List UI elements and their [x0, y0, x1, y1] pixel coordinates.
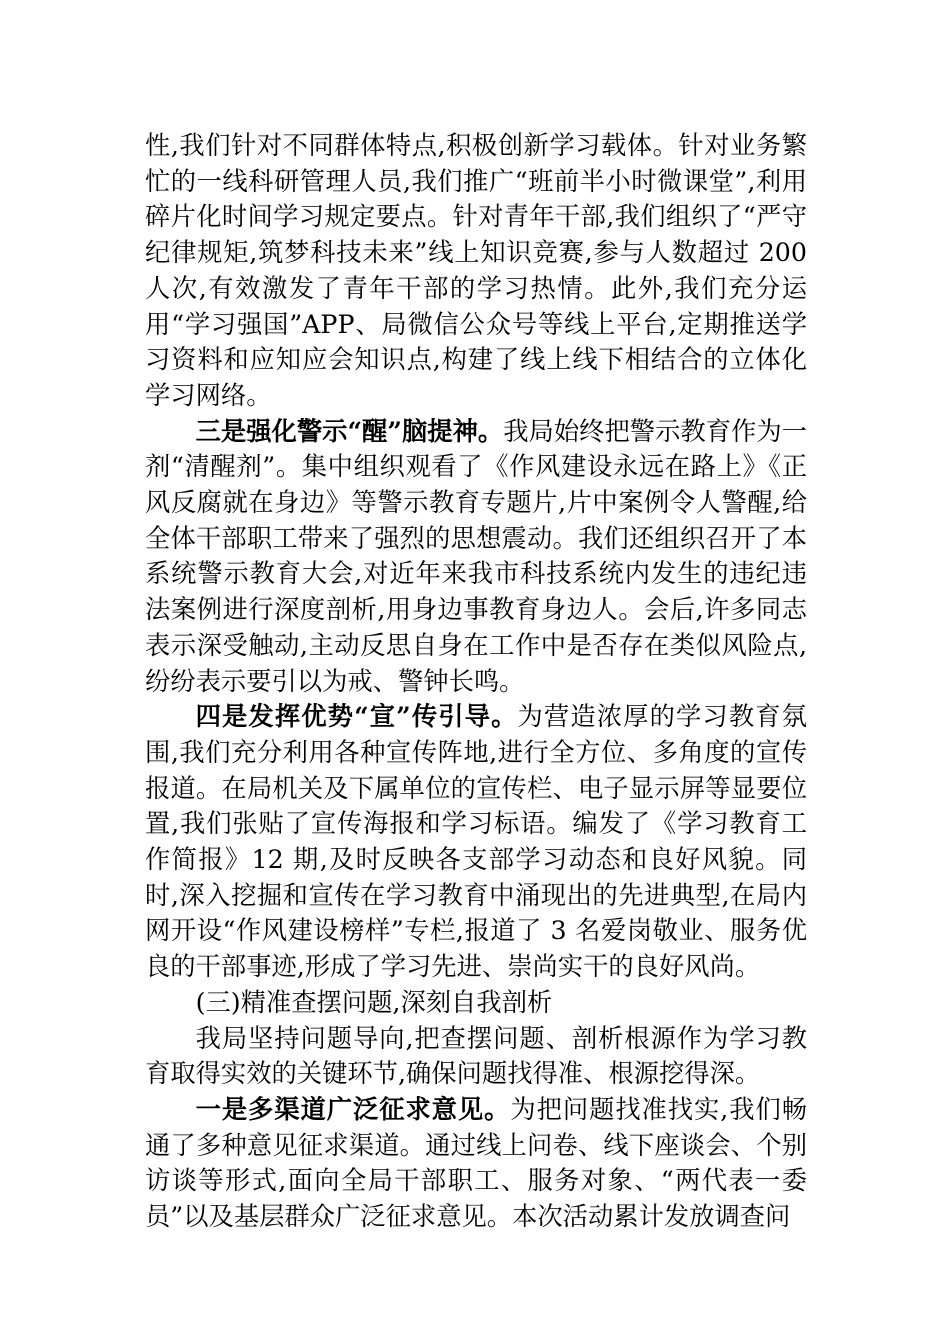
- paragraph-publicity: [145, 699, 807, 985]
- paragraph-body: 为把问题找准找实,我们畅通了多种意见征求渠道。通过线上问卷、线下座谈会、个别访谈等形式,面向全局干部职工、服务对象、“两代表一委员”以及基层群众广泛征求意见。本次活动累计发放调查问: [145, 1094, 807, 1232]
- paragraph-body: 为营造浓厚的学习教育氛围,我们充分利用各种宣传阵地,进行全方位、多角度的宣传报道。在局机关及下属单位的宣传栏、电子显示屏等显要位置,我们张贴了宣传海报和学习标语。编发了《学习教育工作简报》12 期,及时反映各支部学习动态和良好风貌。同时,深入挖掘和宣传在学习教育中涌现出的先进典型,在局内网开设“作风建设榜样”专栏,报道了 3 名爱岗敬业、服务优良的干部事迹,形成了学习先进、崇尚实干的良好风尚。: [145, 702, 807, 982]
- paragraph-problem-intro: [145, 1021, 807, 1092]
- paragraph-warning-education: [145, 414, 807, 700]
- document-page: [145, 128, 807, 1235]
- paragraph-lead-heading: 一是多渠道广泛征求意见。: [195, 1093, 511, 1124]
- paragraph-body: 我局始终把警示教育作为一剂“清醒剂”。集中组织观看了《作风建设永远在路上》《正风反腐就在身边》等警示教育专题片,片中案例令人警醒,给全体干部职工带来了强烈的思想震动。我们还组织召开了本系统警示教育大会,对近年来我市科技系统内发生的违纪违法案例进行深度剖析,用身边事教育身边人。会后,许多同志表示深受触动,主动反思自身在工作中是否存在类似风险点,纷纷表示要引以为戒、警钟长鸣。: [145, 416, 807, 696]
- paragraph-channels: [145, 1092, 807, 1235]
- paragraph-continued: [145, 128, 807, 414]
- section-heading-3: [145, 985, 807, 1021]
- section-heading-text: (三)精准查摆问题,深刻自我剖析: [195, 987, 553, 1017]
- paragraph-lead-heading: 四是发挥优势“宣”传引导。: [195, 701, 518, 732]
- paragraph-lead-heading: 三是强化警示“醒”脑提神。: [195, 415, 504, 446]
- paragraph-body: 我局坚持问题导向,把查摆问题、剖析根源作为学习教育取得实效的关键环节,确保问题找得准、根源挖得深。: [145, 1023, 807, 1089]
- paragraph-body: 性,我们针对不同群体特点,积极创新学习载体。针对业务繁忙的一线科研管理人员,我们推广“班前半小时微课堂”,利用碎片化时间学习规定要点。针对青年干部,我们组织了“严守纪律规矩,筑梦科技未来”线上知识竞赛,参与人数超过 200 人次,有效激发了青年干部的学习热情。此外,我们充分运用“学习强国”APP、局微信公众号等线上平台,定期推送学习资料和应知应会知识点,构建了线上线下相结合的立体化学习网络。: [145, 131, 807, 410]
